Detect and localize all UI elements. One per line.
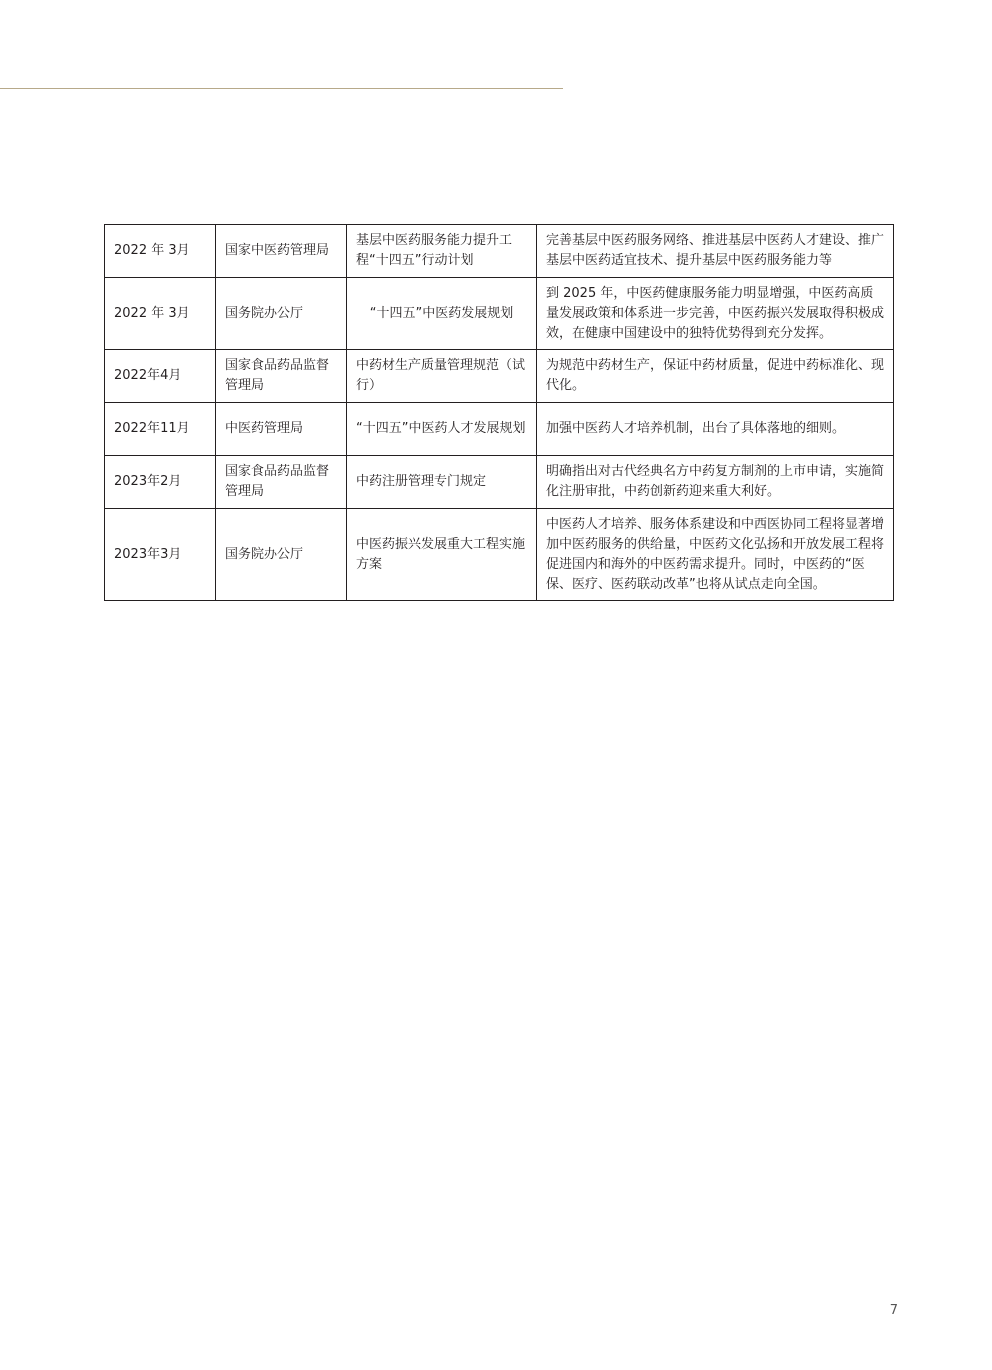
issuer-cell: 国家食品药品监督管理局 [216, 350, 347, 403]
date-cell: 2022年4月 [105, 350, 216, 403]
table-row [105, 509, 894, 601]
document-cell: 基层中医药服务能力提升工程“十四五”行动计划 [347, 225, 537, 278]
issuer-cell: 中医药管理局 [216, 403, 347, 456]
page-number: 7 [889, 1303, 898, 1318]
description-cell: 加强中医药人才培养机制，出台了具体落地的细则。 [537, 403, 894, 456]
description-cell: 为规范中药材生产，保证中药材质量，促进中药标准化、现代化。 [537, 350, 894, 403]
issuer-cell: 国务院办公厅 [216, 509, 347, 601]
description-cell: 完善基层中医药服务网络、推进基层中医药人才建设、推广基层中医药适宜技术、提升基层中医药服务能力等 [537, 225, 894, 278]
document-cell: 中药注册管理专门规定 [347, 456, 537, 509]
policy-table [104, 224, 894, 601]
document-cell: “十四五”中医药发展规划 [347, 278, 537, 350]
table-row [105, 278, 894, 350]
table-row [105, 403, 894, 456]
issuer-cell: 国家食品药品监督管理局 [216, 456, 347, 509]
date-cell: 2022 年 3月 [105, 225, 216, 278]
issuer-cell: 国家中医药管理局 [216, 225, 347, 278]
header-rule [0, 88, 563, 89]
description-cell: 中医药人才培养、服务体系建设和中西医协同工程将显著增加中医药服务的供给量，中医药文化弘扬和开放发展工程将促进国内和海外的中医药需求提升。同时，中医药的“医保、医疗、医药联动改革”也将从试点走向全国。 [537, 509, 894, 601]
date-cell: 2022 年 3月 [105, 278, 216, 350]
table-row [105, 225, 894, 278]
document-cell: “十四五”中医药人才发展规划 [347, 403, 537, 456]
date-cell: 2022年11月 [105, 403, 216, 456]
document-cell: 中药材生产质量管理规范（试行） [347, 350, 537, 403]
description-cell: 到 2025 年，中医药健康服务能力明显增强，中医药高质量发展政策和体系进一步完善，中医药振兴发展取得积极成效，在健康中国建设中的独特优势得到充分发挥。 [537, 278, 894, 350]
table-row [105, 350, 894, 403]
issuer-cell: 国务院办公厅 [216, 278, 347, 350]
date-cell: 2023年3月 [105, 509, 216, 601]
document-cell: 中医药振兴发展重大工程实施方案 [347, 509, 537, 601]
table-row [105, 456, 894, 509]
date-cell: 2023年2月 [105, 456, 216, 509]
description-cell: 明确指出对古代经典名方中药复方制剂的上市申请，实施简化注册审批，中药创新药迎来重大利好。 [537, 456, 894, 509]
